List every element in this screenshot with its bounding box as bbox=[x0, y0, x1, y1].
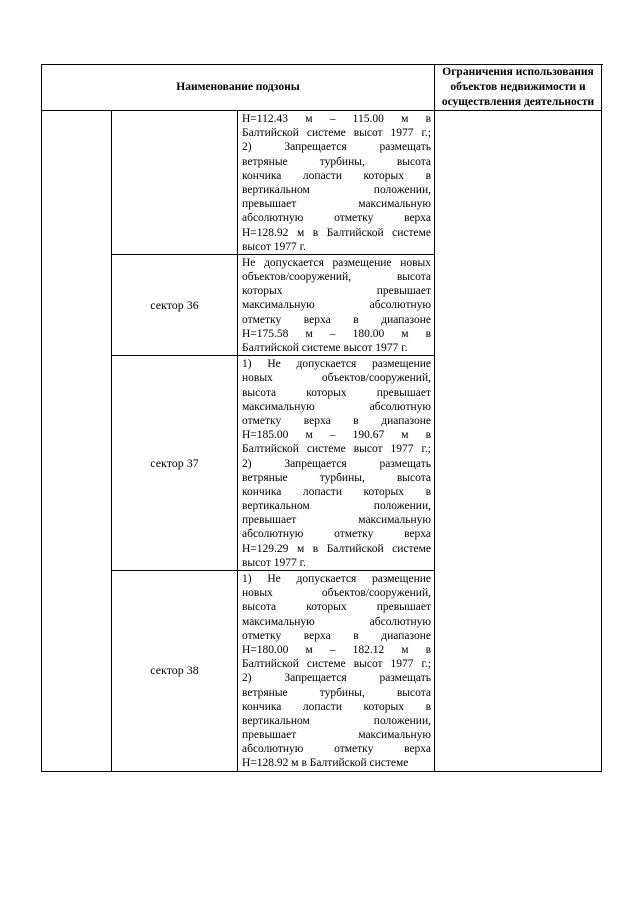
restriction-text-line: отметку верха в диапазоне bbox=[242, 629, 431, 642]
sector-name-cell: сектор 38 bbox=[112, 571, 238, 772]
restriction-text-line: H=180.00 м – 182.12 м в bbox=[242, 643, 431, 656]
restrictions-table bbox=[41, 64, 602, 772]
restriction-text-line: абсолютную отметку верха bbox=[242, 528, 431, 541]
restriction-text-line: объектов/сооружений, высота bbox=[242, 271, 431, 284]
empty-column-cell bbox=[435, 111, 602, 772]
restriction-text-line: абсолютную отметку верха bbox=[242, 212, 431, 225]
restriction-text-line: H=128.92 м в Балтийской системе bbox=[242, 757, 409, 770]
table-header-row bbox=[42, 65, 602, 111]
table-row bbox=[42, 111, 602, 255]
restriction-text-line: ветряные турбины, высота bbox=[242, 471, 431, 484]
header-restrictions: Ограничения использования объектов недвижимости и осуществления деятельности bbox=[435, 65, 602, 111]
restriction-text-line: кончика лопасти которых в bbox=[242, 485, 431, 498]
restriction-text-line: максимальную абсолютную bbox=[242, 299, 431, 312]
restriction-text-line: высота которых превышает bbox=[242, 601, 431, 614]
restriction-text-line: вертикальном положении, bbox=[242, 183, 431, 196]
restriction-text-line: 2) Запрещается размещать bbox=[242, 141, 431, 154]
restriction-text-line: H=129.29 м в Балтийской системе bbox=[242, 542, 431, 555]
restriction-text-line: новых объектов/сооружений, bbox=[242, 372, 431, 385]
restriction-text-line: H=112.43 м – 115.00 м в bbox=[242, 113, 431, 125]
sector-name-cell bbox=[112, 111, 238, 255]
restriction-text-line: 1) Не допускается размещение bbox=[242, 358, 431, 371]
restriction-text-cell bbox=[238, 111, 435, 255]
restriction-text-line: абсолютную отметку верха bbox=[242, 743, 431, 756]
restriction-text-line: H=185.00 м – 190.67 м в bbox=[242, 429, 431, 442]
restriction-text-line: вертикальном положении, bbox=[242, 714, 431, 727]
restriction-text-line: высот 1977 г. bbox=[242, 556, 306, 569]
restriction-text-line: превышает максимальную bbox=[242, 198, 431, 211]
restriction-text-line: Балтийской системе высот 1977 г.; bbox=[242, 127, 431, 140]
restriction-text-line: новых объектов/сооружений, bbox=[242, 587, 431, 600]
restriction-text-line: ветряные турбины, высота bbox=[242, 686, 431, 699]
restriction-text-line: которых превышает bbox=[242, 285, 431, 298]
zone-name-cell bbox=[42, 111, 112, 772]
restriction-text-line: кончика лопасти которых в bbox=[242, 700, 431, 713]
restriction-text-line: Не допускается размещение новых bbox=[242, 256, 431, 269]
restriction-text-line: Балтийской системе высот 1977 г.; bbox=[242, 443, 431, 456]
restriction-text-cell bbox=[238, 254, 435, 355]
restriction-text-line: отметку верха в диапазоне bbox=[242, 313, 431, 326]
restriction-text-line: ветряные турбины, высота bbox=[242, 155, 431, 168]
header-zone-name: Наименование подзоны bbox=[42, 65, 435, 111]
restriction-text-cell bbox=[238, 356, 435, 571]
restriction-text-line: Балтийской системе высот 1977 г. bbox=[242, 342, 408, 354]
restriction-text-line: максимальную абсолютную bbox=[242, 400, 431, 413]
restriction-text-line: высот 1977 г. bbox=[242, 240, 306, 253]
restriction-text-line: максимальную абсолютную bbox=[242, 615, 431, 628]
sector-name-cell: сектор 37 bbox=[112, 356, 238, 571]
restriction-text-line: превышает максимальную bbox=[242, 514, 431, 527]
restriction-text-line: 2) Запрещается размещать bbox=[242, 457, 431, 470]
restriction-text-line: высота которых превышает bbox=[242, 386, 431, 399]
restriction-text-line: вертикальном положении, bbox=[242, 500, 431, 513]
restriction-text-line: 2) Запрещается размещать bbox=[242, 672, 431, 685]
restriction-text-line: кончика лопасти которых в bbox=[242, 169, 431, 182]
restriction-text-line: 1) Не допускается размещение bbox=[242, 573, 431, 585]
restriction-text-cell bbox=[238, 571, 435, 772]
restriction-text-line: превышает максимальную bbox=[242, 729, 431, 742]
restriction-text-line: отметку верха в диапазоне bbox=[242, 414, 431, 427]
restriction-text-line: H=128.92 м в Балтийской системе bbox=[242, 226, 431, 239]
restriction-text-line: H=175.58 м – 180.00 м в bbox=[242, 327, 431, 340]
restriction-text-line: Балтийской системе высот 1977 г.; bbox=[242, 658, 431, 671]
sector-name-cell: сектор 36 bbox=[112, 254, 238, 355]
